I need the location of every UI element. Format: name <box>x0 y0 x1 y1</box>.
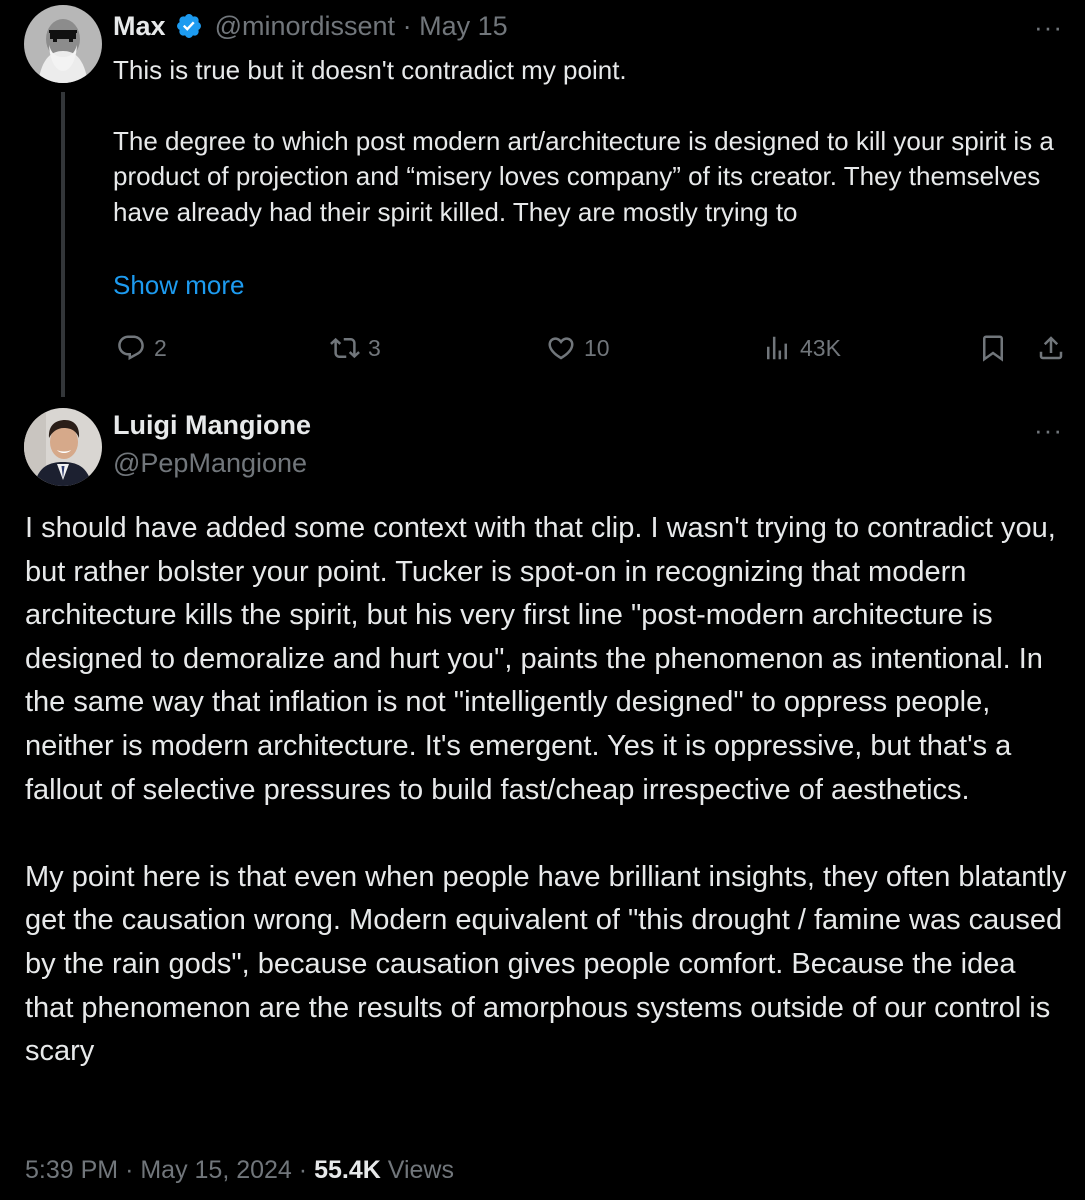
bookmark-button[interactable] <box>978 330 1008 366</box>
reply-header <box>113 11 508 47</box>
repost-icon <box>330 333 360 363</box>
reply-author-name[interactable]: Max <box>113 11 166 41</box>
repost-button[interactable] <box>330 330 381 366</box>
main-more-options-icon[interactable]: ··· <box>1034 415 1063 445</box>
reply-paragraph: The degree to which post modern art/architecture is designed to kill your spirit is a product of projection and “misery loves company” of its creator. They themselves have already had their spirit killed. They are mostly trying to <box>113 125 1054 227</box>
reply-paragraph: This is true but it doesn't contradict my point. <box>113 55 627 85</box>
reply-text <box>113 53 1063 230</box>
thread-line <box>61 92 65 397</box>
avatar-icon <box>24 5 102 83</box>
show-more-link[interactable]: Show more <box>113 270 245 300</box>
reply-author-handle[interactable]: @minordissent <box>214 11 396 41</box>
views-count: 43K <box>800 334 841 361</box>
tweet-footer <box>25 1156 454 1185</box>
main-tweet-text <box>25 507 1070 1074</box>
main-author-name[interactable]: Luigi Mangione <box>113 410 311 440</box>
like-icon <box>546 333 576 363</box>
reply-date[interactable]: May 15 <box>419 11 508 41</box>
tweet-views-count: 55.4K <box>314 1156 381 1184</box>
views-icon <box>762 333 792 363</box>
main-paragraph: I should have added some context with that clip. I wasn't trying to contradict you, but rather bolster your point. Tucker is spot-on in recognizing that modern architecture kills the spirit, but his very first line "post-modern architecture is designed to demoralize and hurt you", paints the phenomenon as intentional. In the same way that inflation is not "intelligently designed" to oppress people, neither is modern architecture. It's emergent. Yes it is oppressive, but that's a fallout of selective pressures to build fast/cheap irrespective of aesthetics. <box>25 512 1056 806</box>
tweet-time[interactable]: 5:39 PM <box>25 1156 119 1184</box>
reply-button[interactable] <box>116 330 167 366</box>
reply-more-options-icon[interactable]: ··· <box>1034 12 1063 42</box>
tweet-views-label: Views <box>387 1156 454 1184</box>
like-button[interactable] <box>546 330 610 366</box>
bookmark-icon <box>978 333 1008 363</box>
views-button[interactable] <box>762 330 841 366</box>
reply-count: 2 <box>154 334 167 361</box>
avatar-icon <box>24 408 102 486</box>
reply-separator: · <box>402 11 412 41</box>
reply-avatar[interactable] <box>24 5 102 83</box>
footer-separator: · <box>298 1156 308 1184</box>
tweet-date[interactable]: May 15, 2024 <box>140 1156 292 1184</box>
main-paragraph: My point here is that even when people have brilliant insights, they often blatantly get the causation wrong. Modern equivalent of "this drought / famine was caused by the rain gods", because causation gives people comfort. Because the idea that phenomenon are the results of amorphous systems outside of our control is scary <box>25 860 1067 1068</box>
reply-icon <box>116 333 146 363</box>
like-count: 10 <box>584 334 610 361</box>
share-button[interactable] <box>1036 330 1066 366</box>
footer-separator: · <box>125 1156 134 1184</box>
main-author-handle[interactable]: @PepMangione <box>113 448 308 478</box>
repost-count: 3 <box>368 334 381 361</box>
share-icon <box>1036 333 1066 363</box>
verified-badge-icon <box>175 12 203 47</box>
main-avatar[interactable] <box>24 408 102 486</box>
